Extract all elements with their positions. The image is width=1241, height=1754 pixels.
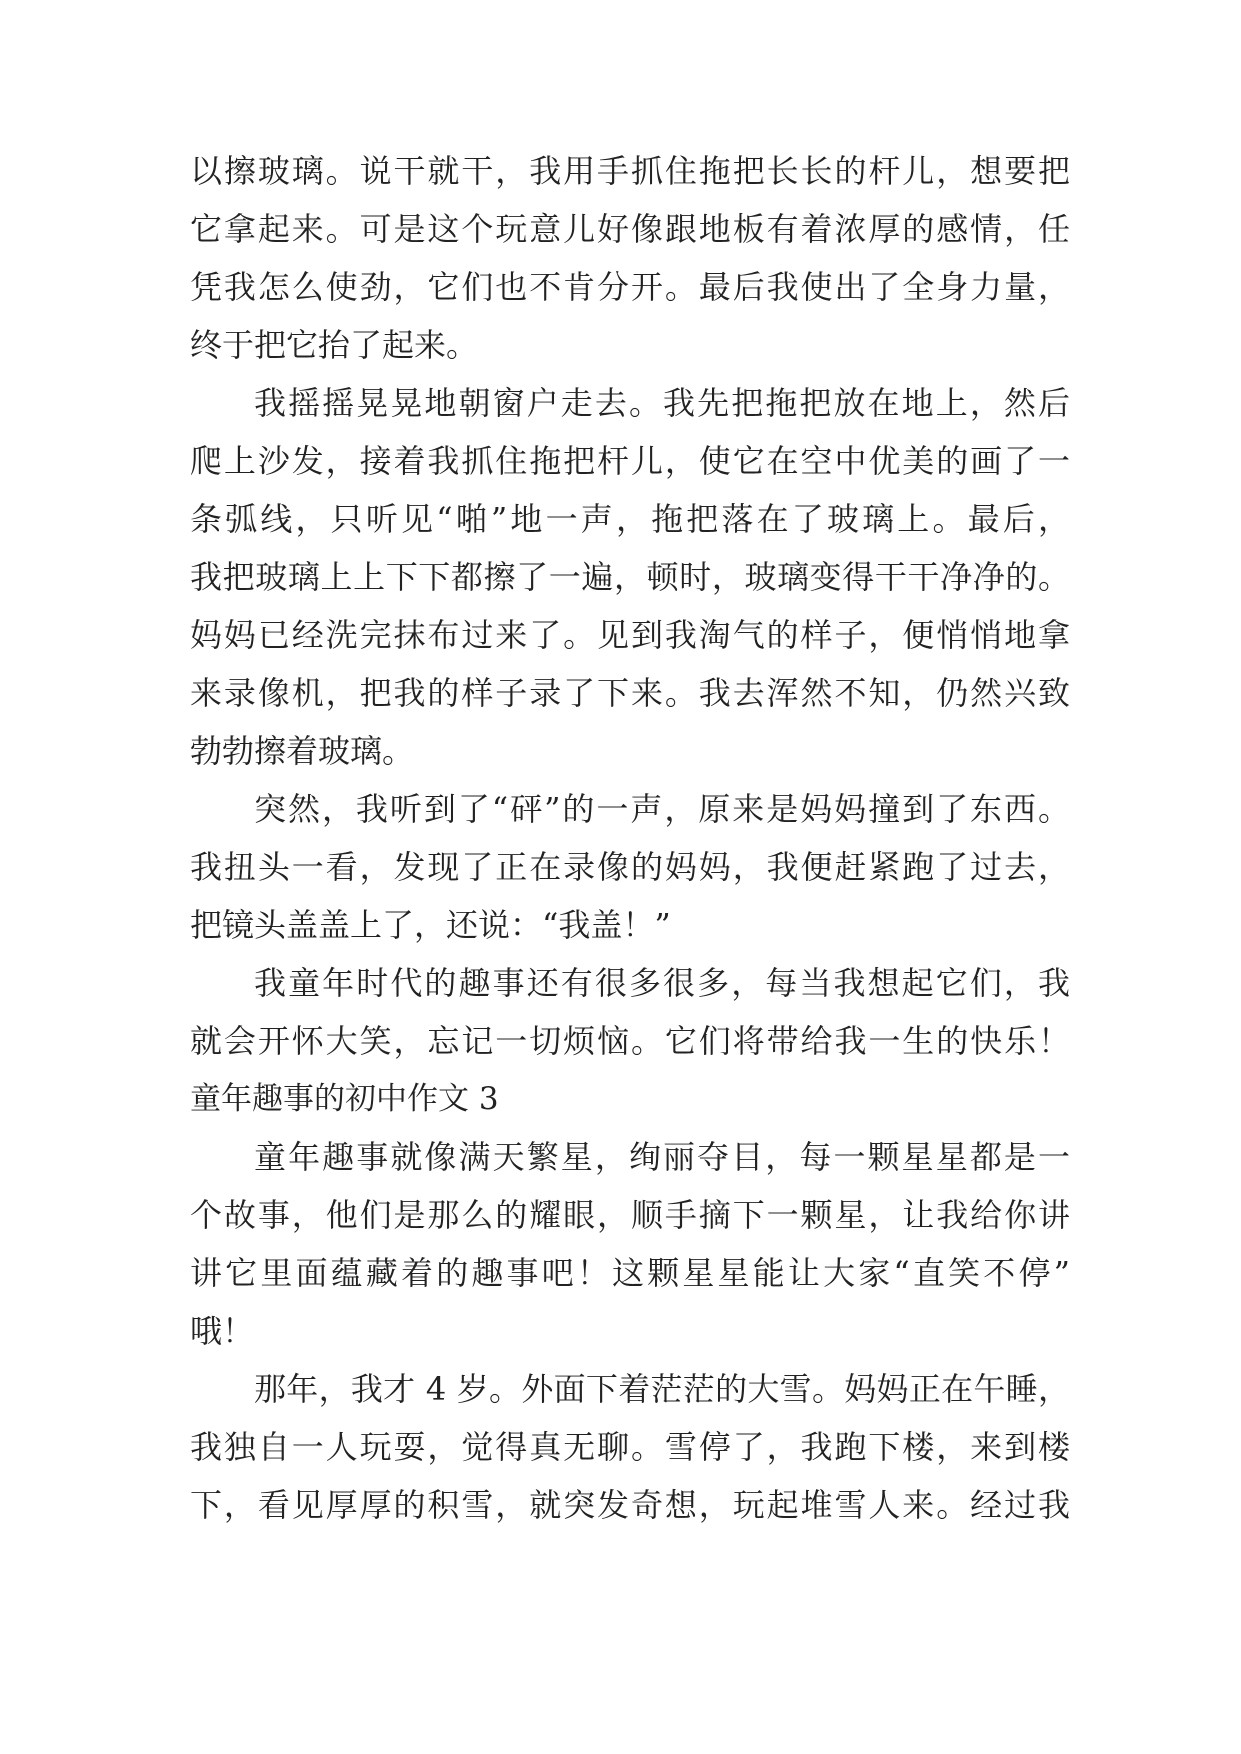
text-line: 它拿起来。可是这个玩意儿好像跟地板有着浓厚的感情，任 [190, 210, 1070, 248]
text-line: 把镜头盖盖上了，还说：“我盖！” [190, 906, 671, 944]
text-line: 以擦玻璃。说干就干，我用手抓住拖把长长的杆儿，想要把 [190, 152, 1070, 190]
paragraph-first-line: 我摇摇晃晃地朝窗户走去。我先把拖把放在地上，然后 [254, 384, 1070, 422]
text-line: 就会开怀大笑，忘记一切烦恼。它们将带给我一生的快乐！ [190, 1022, 1070, 1060]
text-line: 我扭头一看，发现了正在录像的妈妈，我便赶紧跑了过去， [190, 848, 1070, 886]
paragraph-first-line: 那年，我才 4 岁。外面下着茫茫的大雪。妈妈正在午睡， [254, 1370, 1070, 1408]
text-line: 讲它里面蕴藏着的趣事吧！这颗星星能让大家“直笑不停” [190, 1254, 1070, 1292]
text-line: 个故事，他们是那么的耀眼，顺手摘下一颗星，让我给你讲 [190, 1196, 1070, 1234]
text-line: 终于把它抬了起来。 [190, 326, 479, 364]
paragraph-first-line: 突然，我听到了“砰”的一声，原来是妈妈撞到了东西。 [254, 790, 1070, 828]
text-line: 下，看见厚厚的积雪，就突发奇想，玩起堆雪人来。经过我 [190, 1486, 1070, 1524]
text-line: 来录像机，把我的样子录了下来。我去浑然不知，仍然兴致 [190, 674, 1070, 712]
text-line: 条弧线，只听见“啪”地一声，拖把落在了玻璃上。最后， [190, 500, 1070, 538]
text-line: 凭我怎么使劲，它们也不肯分开。最后我使出了全身力量， [190, 268, 1070, 306]
paragraph-first-line: 童年趣事就像满天繁星，绚丽夺目，每一颗星星都是一 [254, 1138, 1070, 1176]
text-line: 勃勃擦着玻璃。 [190, 732, 415, 770]
section-heading: 童年趣事的初中作文 3 [190, 1081, 499, 1117]
paragraph-first-line: 我童年时代的趣事还有很多很多，每当我想起它们，我 [254, 964, 1070, 1002]
text-line: 妈妈已经洗完抹布过来了。见到我淘气的样子，便悄悄地拿 [190, 616, 1070, 654]
text-line: 爬上沙发，接着我抓住拖把杆儿，使它在空中优美的画了一 [190, 442, 1070, 480]
text-line: 我把玻璃上上下下都擦了一遍，顿时，玻璃变得干干净净的。 [190, 558, 1070, 596]
text-line: 我独自一人玩耍，觉得真无聊。雪停了，我跑下楼，来到楼 [190, 1428, 1070, 1466]
text-line: 哦！ [190, 1312, 255, 1350]
